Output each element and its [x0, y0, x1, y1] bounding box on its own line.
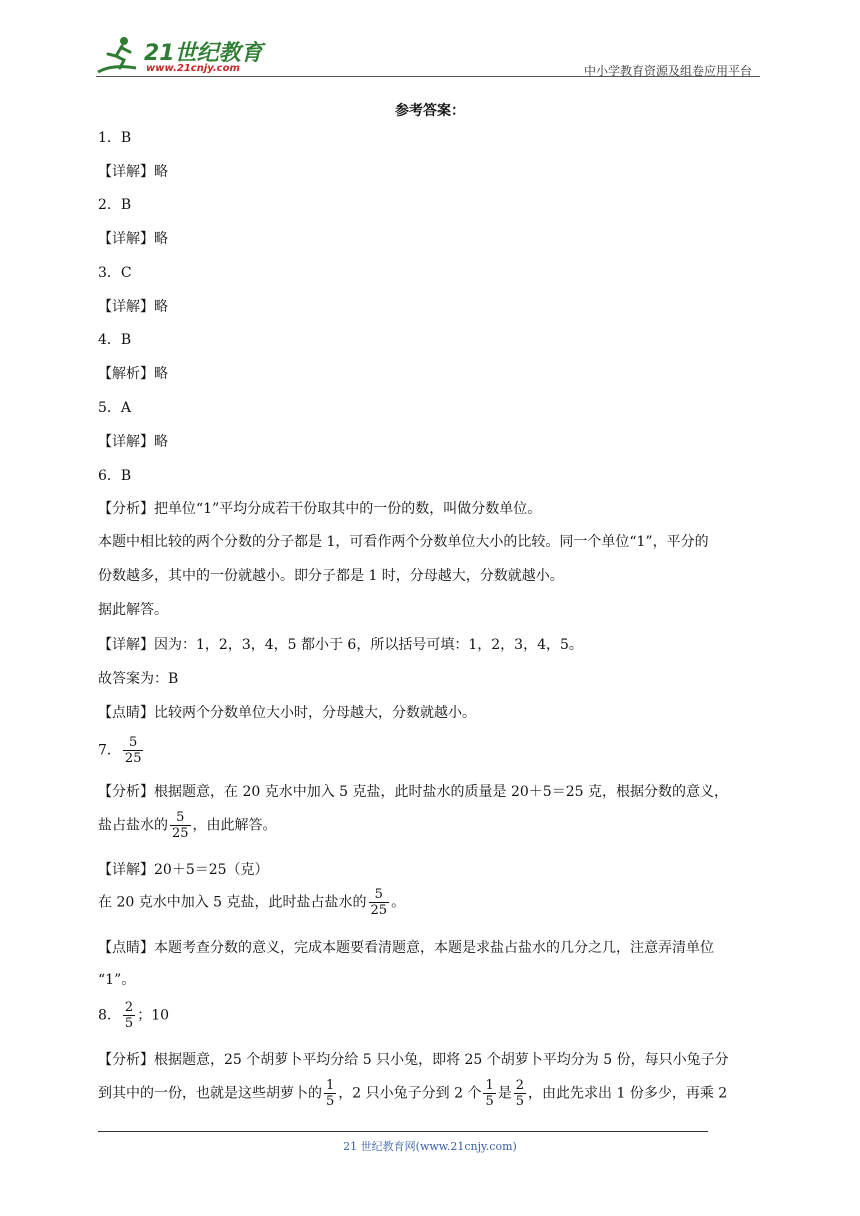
analysis-q8-b: 到其中的一份，也就是这些胡萝卜的 $\frac{1}{5}$ ，2 只小兔子分到 2 个 $\frac{1}{5}$ 是 $\frac{2}{5}$ ，由此先求出 1 份多少，再乘 2 — [98, 1078, 728, 1109]
answer-q3: 3．C — [98, 265, 132, 281]
comment-q7-b: “1”。 — [98, 972, 136, 988]
detail-q2: 【详解】略 — [98, 231, 168, 247]
detail-q5: 【详解】略 — [98, 434, 168, 450]
page-footer: 21 世纪教育网(www.21cnjy.com) — [343, 1140, 517, 1153]
analysis-q6-para1a: 本题中相比较的两个分数的分子都是 1，可看作两个分数单位大小的比较。同一个单位“1”，平分的 — [98, 534, 709, 550]
comment-q7-a: 【点睛】本题考查分数的意义，完成本题要看清题意，本题是求盐占盐水的几分之几，注意弄清单位 — [98, 940, 714, 956]
fraction-5-25: $\frac{5}{25}$ — [124, 735, 142, 766]
answer-q6: 6．B — [98, 468, 132, 484]
analysis-q6-para1b: 份数越多，其中的一份就越小。即分子都是 1 时，分母越大，分数就越小。 — [98, 568, 564, 584]
answer-q8: 8． $\frac{2}{5}$ ；10 — [98, 1000, 170, 1031]
detail-q4: 【解析】略 — [98, 366, 168, 382]
detail-q6: 【详解】因为：1，2，3，4，5 都小于 6，所以括号可填：1，2，3，4，5。 — [98, 637, 583, 653]
platform-name: 中小学教育资源及组卷应用平台 — [583, 64, 752, 78]
comment-q6: 【点睛】比较两个分数单位大小时，分母越大，分数就越小。 — [98, 705, 476, 721]
analysis-q6: 【分析】把单位“1”平均分成若干份取其中的一份的数，叫做分数单位。 — [98, 501, 542, 517]
question-number: 7． — [98, 742, 121, 759]
site-logo — [96, 34, 266, 78]
page-header — [96, 34, 760, 78]
logo-text: 21世纪教育 — [144, 41, 263, 66]
analysis-q6-para2: 据此解答。 — [98, 602, 168, 618]
analysis-q7-a: 【分析】根据题意，在 20 克水中加入 5 克盐，此时盐水的质量是 20＋5＝25 克，根据分数的意义， — [98, 784, 728, 800]
analysis-q7-b: 盐占盐水的 $\frac{5}{25}$ ，由此解答。 — [98, 810, 277, 841]
answer-statement-q6: 故答案为：B — [98, 671, 179, 687]
page-title: 参考答案： — [395, 103, 465, 119]
answer-q7 — [98, 735, 145, 766]
result-q7: 在 20 克水中加入 5 克盐，此时盐占盐水的 $\frac{5}{25}$ 。 — [98, 887, 406, 918]
fraction-2-5: $\frac{2}{5}$ — [515, 1078, 525, 1109]
answer-q2: 2．B — [98, 197, 132, 213]
answer-q5: 5．A — [98, 400, 132, 416]
detail-q3: 【详解】略 — [98, 299, 168, 315]
footer-divider — [98, 1131, 708, 1132]
runner-logo-icon — [96, 34, 144, 78]
logo-url: www.21cnjy.com — [146, 63, 240, 74]
header-divider — [96, 76, 760, 77]
fraction-5-25: $\frac{5}{25}$ — [370, 887, 388, 918]
detail-q1: 【详解】略 — [98, 164, 168, 180]
fraction-1-5: $\frac{1}{5}$ — [326, 1078, 335, 1109]
answer-q4: 4．B — [98, 332, 132, 348]
question-number: 8． — [98, 1007, 121, 1024]
fraction-5-25: $\frac{5}{25}$ — [172, 810, 189, 841]
answer-q1: 1．B — [98, 130, 132, 146]
detail-q7: 【详解】20＋5＝25（克） — [98, 862, 269, 878]
analysis-q8-a: 【分析】根据题意，25 个胡萝卜平均分给 5 只小兔，即将 25 个胡萝卜平均分为 5 份，每只小兔子分 — [98, 1052, 729, 1068]
fraction-2-5: $\frac{2}{5}$ — [124, 1000, 134, 1031]
fraction-1-5: $\frac{1}{5}$ — [485, 1078, 494, 1109]
